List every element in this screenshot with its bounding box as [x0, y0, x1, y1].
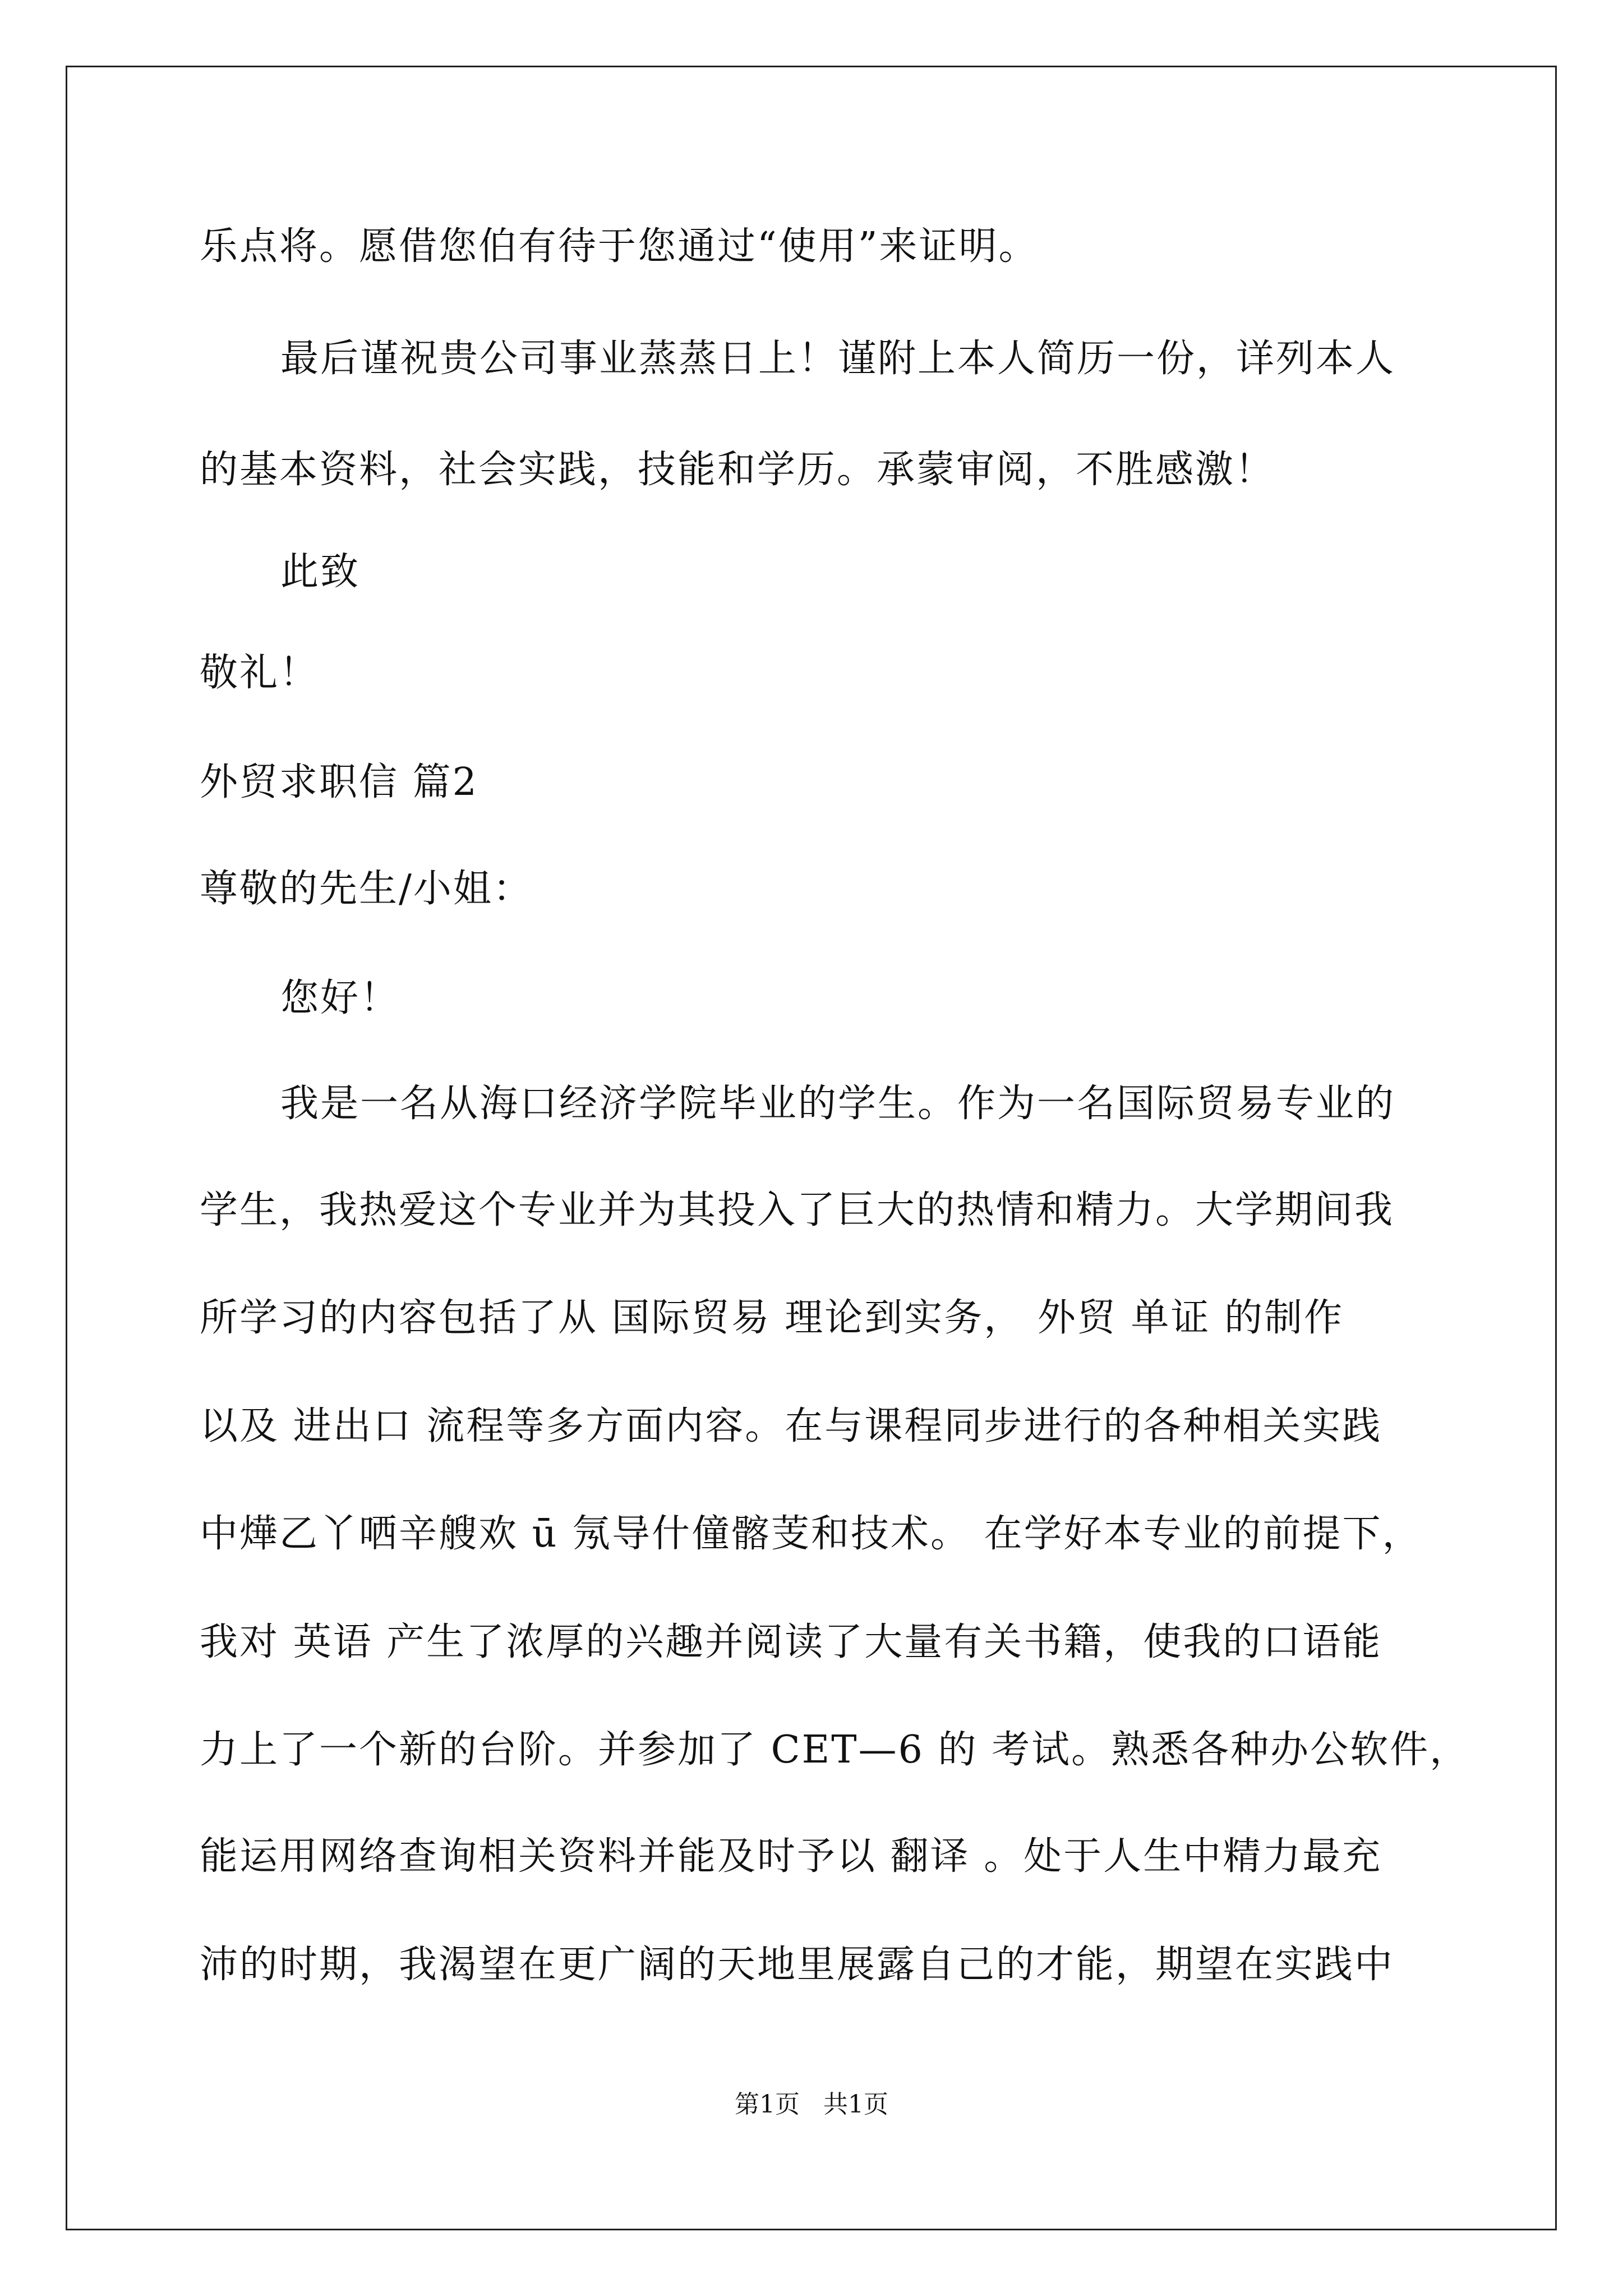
text-line: 最后谨祝贵公司事业蒸蒸日上！谨附上本人简历一份，详列本人	[280, 337, 1396, 381]
page-number-footer: 第1页 共1页	[735, 2090, 888, 2119]
text-line: 中燁乙丫哂辛艘欢 ū 氖导什僮髂芰和技术。 在学好本专业的前提下，	[200, 1512, 1422, 1556]
text-line: 沛的时期，我渴望在更广阔的天地里展露自己的才能，期望在实践中	[200, 1943, 1395, 1987]
greeting-recipient: 尊敬的先生/小姐：	[200, 867, 533, 911]
text-line: 力上了一个新的台阶。并参加了 CET—6 的 考试。熟悉各种办公软件，	[200, 1728, 1470, 1772]
greeting: 您好！	[280, 976, 400, 1020]
text-line: 我对 英语 产生了浓厚的兴趣并阅读了大量有关书籍，使我的口语能	[200, 1620, 1382, 1664]
section-heading: 外贸求职信 篇2	[200, 760, 478, 804]
page-border	[66, 66, 1557, 2230]
closing-respect: 敬礼！	[200, 651, 320, 695]
text-line: 学生，我热爱这个专业并为其投入了巨大的热情和精力。大学期间我	[200, 1188, 1395, 1232]
text-line: 的基本资料，社会实践，技能和学历。承蒙审阅，不胜感激！	[200, 448, 1275, 492]
text-line: 以及 进出口 流程等多方面内容。在与课程同步进行的各种相关实践	[200, 1404, 1382, 1448]
closing-salutation: 此致	[280, 550, 361, 594]
text-line: 所学习的内容包括了从 国际贸易 理论到实务， 外贸 单证 的制作	[200, 1296, 1344, 1340]
text-line: 乐点将。愿借您伯有待于您通过“使用”来证明。	[200, 224, 1039, 269]
text-line: 我是一名从海口经济学院毕业的学生。作为一名国际贸易专业的	[280, 1082, 1396, 1126]
text-line: 能运用网络查询相关资料并能及时予以 翻译 。处于人生中精力最充	[200, 1834, 1382, 1879]
